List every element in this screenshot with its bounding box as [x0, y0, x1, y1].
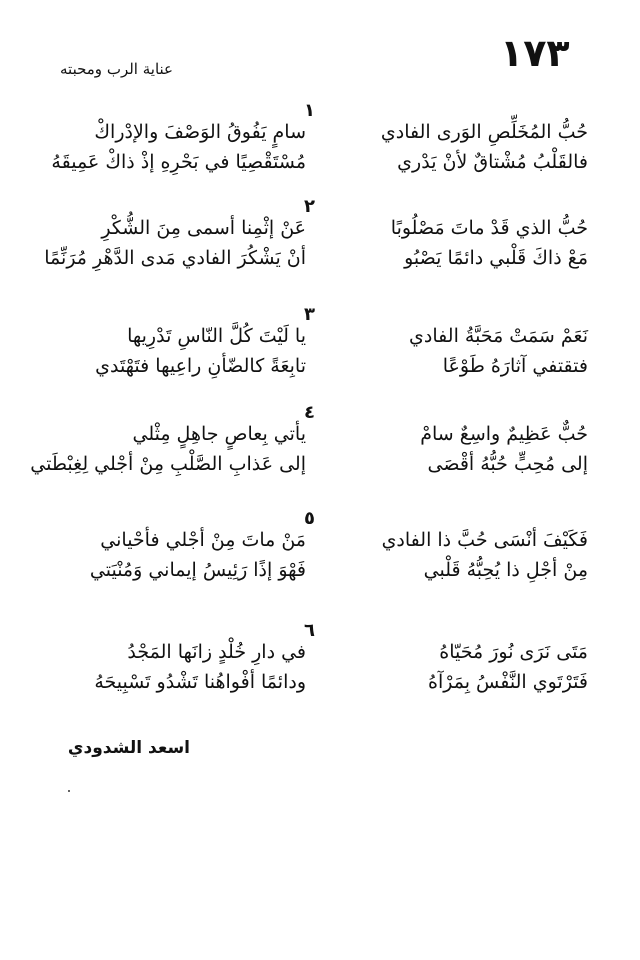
verse-line-right: فَكَيْفَ أنْسَى حُبَّ ذا الفادي	[381, 529, 588, 551]
author-name: اسعد الشدودي	[67, 738, 190, 758]
verse-line-left: مُسْتَقْصِيًا في بَحْرِهِ إذْ ذاكْ عَمِيقَهُ	[51, 151, 306, 173]
verse-line-right: فالقَلْبُ مُشْتاقٌ لأنْ يَدْري	[397, 151, 588, 173]
stanza-number: ٣	[304, 304, 315, 325]
page-number: ١٧٣	[500, 31, 570, 75]
verse-line-left: مَنْ ماتَ مِنْ أجْلي فأحْياني	[100, 529, 306, 551]
verse-line-left: إلى عَذابِ الصَّلْبِ مِنْ أجْلي لِغِبْطَتي	[30, 453, 306, 475]
verse-line-right: مَتَى نَرَى نُورَ مُحَيّاهُ	[439, 641, 588, 663]
verse-line-right: فَتَرْتَوي النَّفْسُ بِمَرْآهُ	[428, 671, 588, 693]
verse-line-left: فَهْوَ إذًا رَئِيسُ إيماني وَمُنْيَتي	[89, 559, 306, 581]
verse-line-left: أنْ يَشْكُرَ الفادي مَدى الدَّهْرِ مُرَنِّمًا	[44, 247, 306, 269]
stanza-number: ٢	[304, 196, 315, 217]
running-title: عناية الرب ومحبته	[60, 60, 173, 78]
stanza	[0, 402, 640, 496]
verse-line-left: سامٍ يَفُوقُ الوَصْفَ والإدْراكْ	[94, 121, 306, 143]
verse-line-right: حُبٌّ عَظِيمٌ واسِعٌ سامْ	[420, 423, 588, 445]
stanza-number: ٥	[304, 508, 315, 529]
stray-mark	[68, 790, 70, 792]
stanza	[0, 304, 640, 398]
verse-line-right: حُبُّ المُخَلِّصِ الوَرى الفادي	[380, 121, 588, 143]
verse-line-left: يا لَيْتَ كُلَّ النّاسِ تَدْرِيها	[127, 325, 306, 347]
stanza	[0, 196, 640, 290]
stanza-number: ١	[304, 100, 315, 121]
verse-line-right: نَعَمْ سَمَتْ مَحَبَّةُ الفادي	[409, 325, 588, 347]
verse-line-right: فتقتفي آثارَهُ طَوْعًا	[442, 355, 588, 377]
verse-line-right: مَعْ ذاكَ قَلْبي دائمًا يَصْبُو	[404, 247, 588, 269]
verse-line-left: في دارِ خُلْدٍ زانَها المَجْدُ	[127, 641, 306, 663]
stanza-number: ٦	[304, 620, 315, 641]
verse-line-right: حُبُّ الذي قَدْ ماتَ مَصْلُوبًا	[390, 217, 588, 239]
stanza-number: ٤	[304, 402, 315, 423]
verse-line-right: مِنْ أجْلِ ذا يُحِبُّهُ قَلْبي	[423, 559, 588, 581]
stanza	[0, 508, 640, 602]
verse-line-right: إلى مُحِبٍّ حُبُّهُ أقْصَى	[427, 453, 588, 475]
verse-line-left: تابِعَةً كالضّأنِ راعِيها فتَهْتَدي	[95, 355, 306, 377]
stanza	[0, 620, 640, 714]
verse-line-left: يأتي بِعاصٍ جاهِلٍ مِثْلي	[132, 423, 306, 445]
verse-line-left: عَنْ إثْمِنا أسمى مِنَ الشُّكْرِ	[101, 217, 306, 239]
verse-line-left: ودائمًا أفْواهُنا تَشْدُو تَسْبِيحَهُ	[94, 671, 306, 693]
stanza	[0, 100, 640, 194]
